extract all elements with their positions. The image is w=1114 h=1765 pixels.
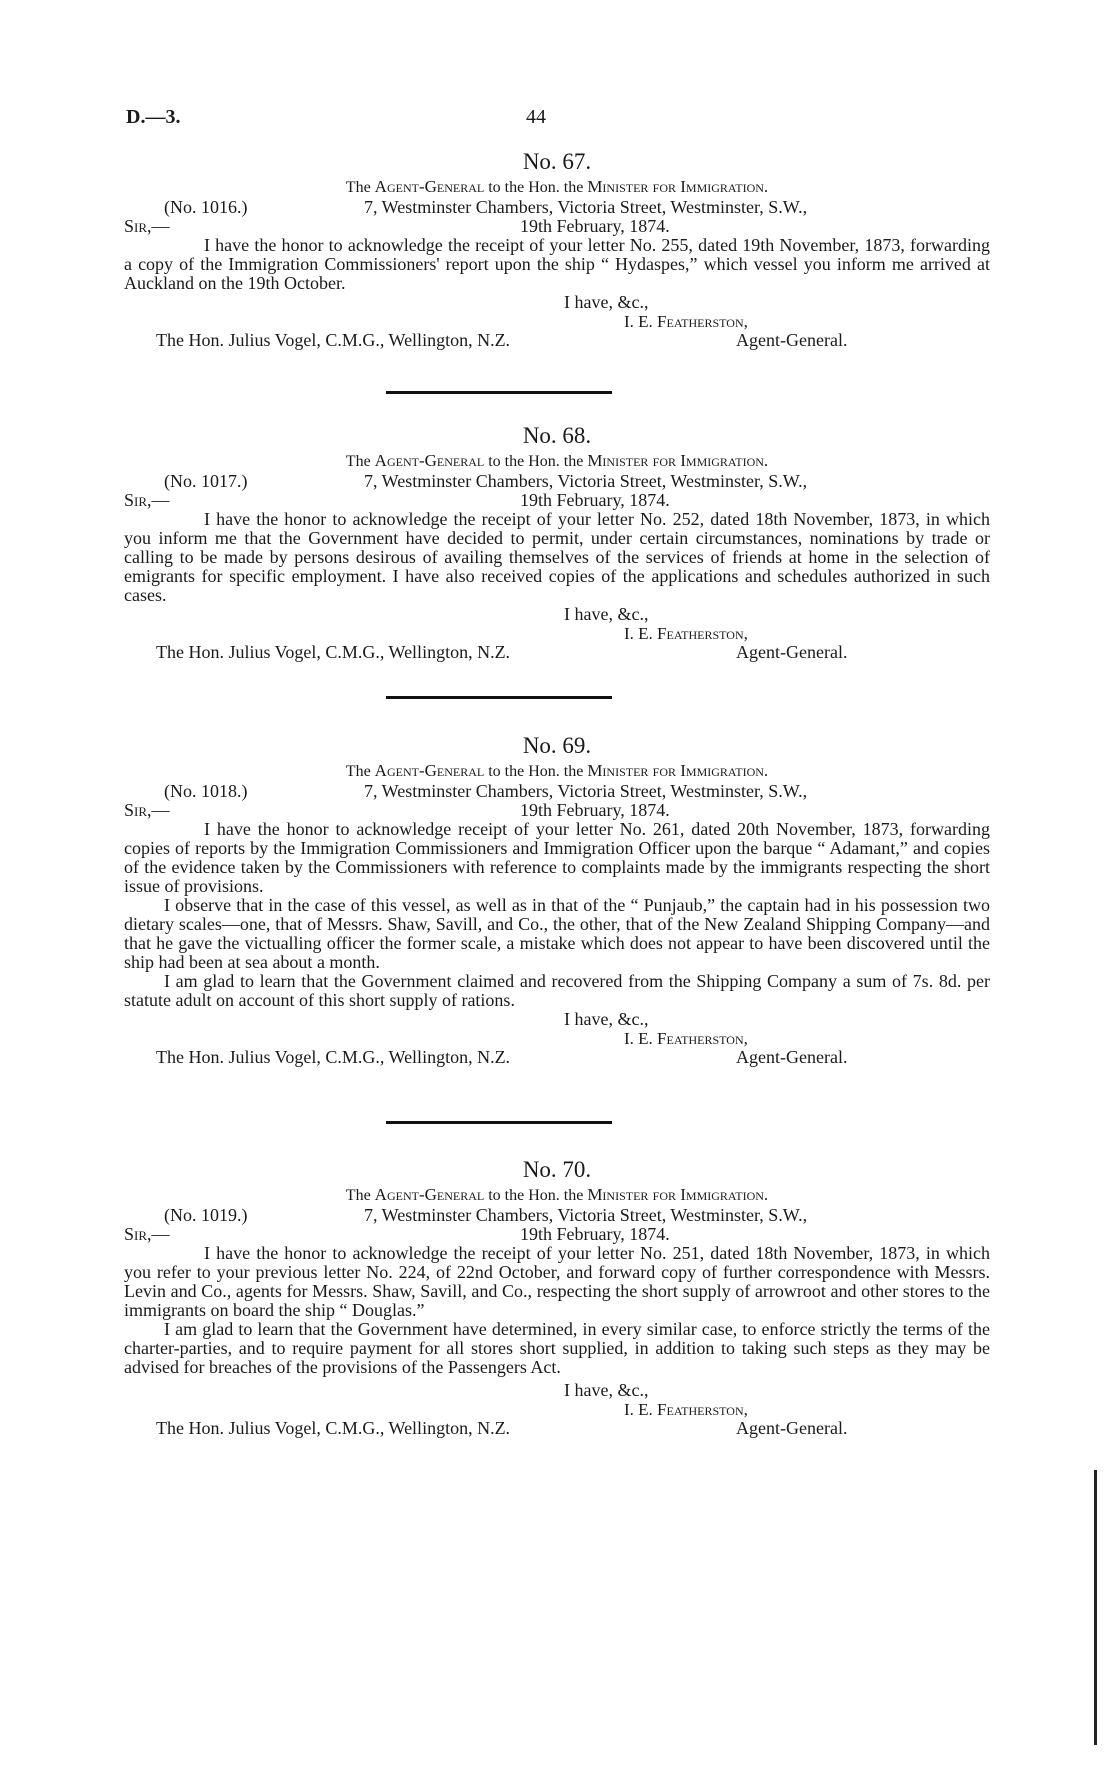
margin-rule (1094, 1470, 1097, 1745)
letter-70 (124, 1158, 990, 1438)
salutation-row (124, 491, 990, 510)
letter-heading: The Agent-General to the Hon. the Minister for Immigration. (345, 451, 769, 470)
closing-block (124, 293, 990, 350)
reference-row (124, 782, 990, 801)
letter-paragraph: I am glad to learn that the Government claimed and recovered from the Shipping Company a sum of 7s. 8d. per statute adult on account of this short supply of rations. (124, 971, 990, 1010)
letter-paragraph: I have the honor to acknowledge the receipt of your letter No. 255, dated 19th November, 1873, forwarding a copy of the Immigration Commissioners' report upon the ship “ Hydaspes,” which vessel you inform me arrived at Auckland on the 19th October. (124, 235, 990, 293)
closing-block (124, 605, 990, 662)
letter-number: No. 68. (522, 423, 592, 448)
letter-date: 19th February, 1874. (520, 800, 670, 820)
letter-number: No. 69. (522, 733, 592, 758)
sender-address: 7, Westminster Chambers, Victoria Street, Westminster, S.W., (364, 471, 808, 491)
section-divider (386, 1121, 612, 1124)
salutation-row (124, 217, 990, 236)
letter-paragraph: I have the honor to acknowledge receipt of your letter No. 261, dated 20th November, 1873, forwarding copies of reports by the Immigration Commissioners and Immigration Officer upon the barque “ Adamant,” and copies of the evidence taken by the Commissioners with reference to complaints made by the immigrants respecting the short issue of provisions. (124, 819, 990, 896)
reference-number: (No. 1016.) (164, 197, 248, 217)
letter-69 (124, 734, 990, 1067)
salutation-row (124, 1225, 990, 1244)
closing-block (124, 1381, 990, 1438)
salutation-row (124, 801, 990, 820)
letter-date: 19th February, 1874. (520, 216, 670, 236)
reference-row (124, 198, 990, 217)
addressee: The Hon. Julius Vogel, C.M.G., Wellington, N.Z. (156, 330, 511, 350)
letter-heading: The Agent-General to the Hon. the Minister for Immigration. (345, 1185, 769, 1204)
letter-date: 19th February, 1874. (520, 1224, 670, 1244)
page-reference: D.—3. (126, 106, 181, 128)
salutation: Sir,— (124, 1224, 170, 1244)
signer-name: I. E. Featherston, (624, 1400, 748, 1419)
page-number: 44 (526, 106, 546, 128)
reference-row (124, 1206, 990, 1225)
reference-number: (No. 1018.) (164, 781, 248, 801)
reference-number: (No. 1017.) (164, 471, 248, 491)
letter-68 (124, 424, 990, 662)
reference-row (124, 472, 990, 491)
signer-title: Agent-General. (736, 642, 848, 662)
signer-name: I. E. Featherston, (624, 624, 748, 643)
letter-paragraph: I have the honor to acknowledge the receipt of your letter No. 251, dated 18th November, 1873, in which you refer to your previous letter No. 224, of 22nd October, and forward copy of further correspondence with Messrs. Levin and Co., agents for Messrs. Shaw, Savill, and Co., respecting the short supply of arrowroot and other stores to the immigrants on board the ship “ Douglas.” (124, 1243, 990, 1320)
signer-title: Agent-General. (736, 1047, 848, 1067)
sender-address: 7, Westminster Chambers, Victoria Street, Westminster, S.W., (364, 197, 808, 217)
signer-title: Agent-General. (736, 1418, 848, 1438)
letter-heading: The Agent-General to the Hon. the Minister for Immigration. (345, 761, 769, 780)
addressee: The Hon. Julius Vogel, C.M.G., Wellington, N.Z. (156, 1418, 511, 1438)
letter-date: 19th February, 1874. (520, 490, 670, 510)
salutation: Sir,— (124, 216, 170, 236)
addressee: The Hon. Julius Vogel, C.M.G., Wellington, N.Z. (156, 642, 511, 662)
sender-address: 7, Westminster Chambers, Victoria Street, Westminster, S.W., (364, 1205, 808, 1225)
reference-number: (No. 1019.) (164, 1205, 248, 1225)
closing-block (124, 1010, 990, 1067)
signer-title: Agent-General. (736, 330, 848, 350)
closing-phrase: I have, &c., (564, 1009, 649, 1029)
closing-phrase: I have, &c., (564, 604, 649, 624)
salutation: Sir,— (124, 800, 170, 820)
letter-paragraph: I am glad to learn that the Government have determined, in every similar case, to enforce strictly the terms of the charter-parties, and to require payment for all stores short supplied, in addition to taking such steps as they may be advised for breaches of the provisions of the Passengers Act. (124, 1319, 990, 1377)
section-divider (386, 696, 612, 699)
addressee: The Hon. Julius Vogel, C.M.G., Wellington, N.Z. (156, 1047, 511, 1067)
letter-67 (124, 150, 990, 350)
letter-paragraph: I observe that in the case of this vessel, as well as in that of the “ Punjaub,” the captain had in his possession two dietary scales—one, that of Messrs. Shaw, Savill, and Co., the other, that of the New Zealand Shipping Company—and that he gave the victualling officer the former scale, a mistake which does not appear to have been discovered until the ship had been at sea about a month. (124, 895, 990, 972)
signer-name: I. E. Featherston, (624, 1029, 748, 1048)
closing-phrase: I have, &c., (564, 1380, 649, 1400)
closing-phrase: I have, &c., (564, 292, 649, 312)
letter-heading: The Agent-General to the Hon. the Minister for Immigration. (345, 177, 769, 196)
letter-paragraph: I have the honor to acknowledge the receipt of your letter No. 252, dated 18th November, 1873, in which you inform me that the Government have decided to permit, under certain circumstances, nominations by trade or calling to be made by persons desirous of availing themselves of the services of friends at home in the selection of emigrants for specific employment. I have also received copies of the applications and schedules authorized in such cases. (124, 509, 990, 605)
sender-address: 7, Westminster Chambers, Victoria Street, Westminster, S.W., (364, 781, 808, 801)
salutation: Sir,— (124, 490, 170, 510)
signer-name: I. E. Featherston, (624, 312, 748, 331)
letter-number: No. 70. (522, 1157, 592, 1182)
page-header (126, 106, 986, 132)
section-divider (386, 391, 612, 394)
letter-number: No. 67. (522, 149, 592, 174)
